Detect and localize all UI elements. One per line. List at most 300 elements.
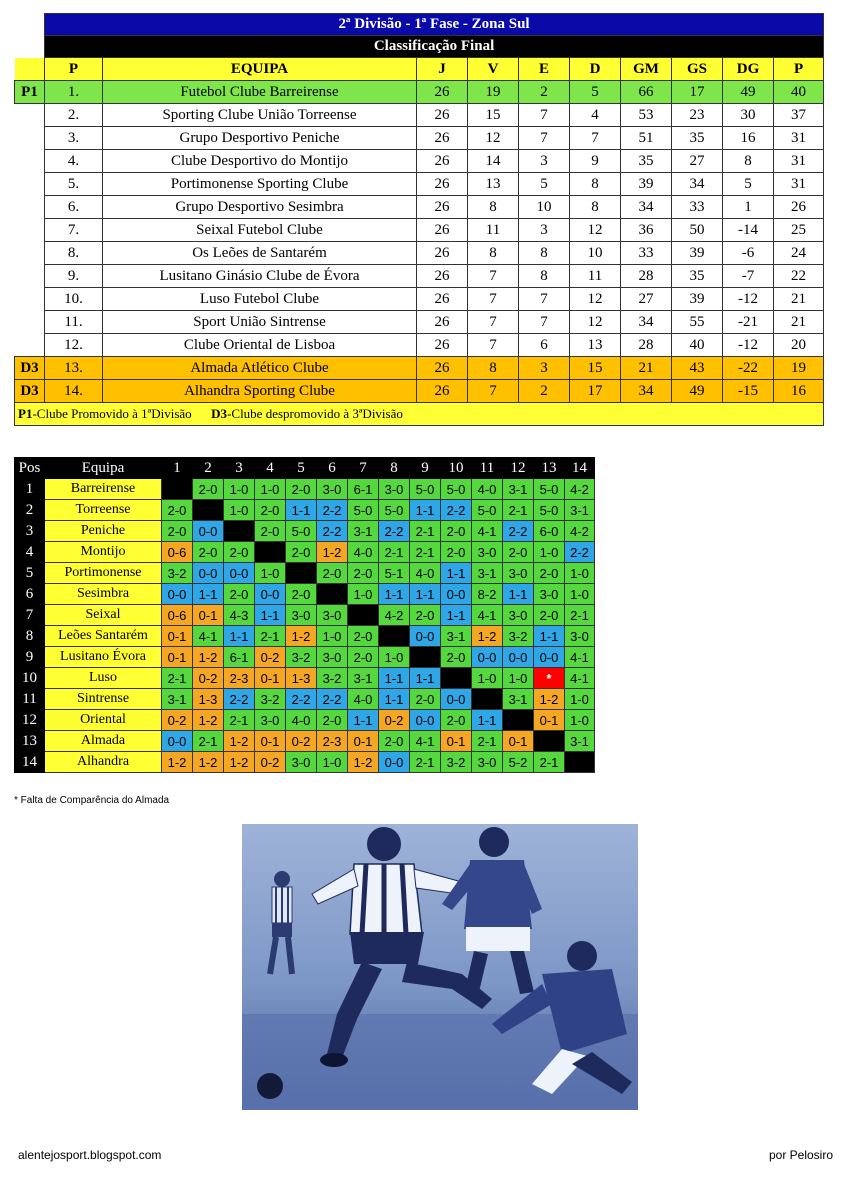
standings-row <box>15 380 824 403</box>
grid-result-cell: 0-0 <box>193 521 224 542</box>
grid-row <box>15 500 595 521</box>
grid-col-header: 13 <box>534 458 565 479</box>
grid-result-cell: 4-0 <box>410 563 441 584</box>
standings-cell-e: 7 <box>519 288 570 311</box>
grid-result-cell: 0-0 <box>193 563 224 584</box>
standings-cell-team: Alhandra Sporting Clube <box>103 380 417 403</box>
standings-cell-e: 3 <box>519 219 570 242</box>
grid-result-cell: 2-0 <box>224 584 255 605</box>
standings-cell-v: 8 <box>468 357 519 380</box>
grid-row-team: Peniche <box>45 521 162 542</box>
grid-result-cell: 4-1 <box>472 605 503 626</box>
legend-d3-text: -Clube despromovido à 3ªDivisão <box>227 406 403 421</box>
grid-result-cell: 1-1 <box>255 605 286 626</box>
grid-row-team: Torreense <box>45 500 162 521</box>
grid-self-cell <box>534 731 565 752</box>
grid-self-cell <box>193 500 224 521</box>
standings-col-p-header: P <box>774 58 824 81</box>
standings-row <box>15 334 824 357</box>
grid-col-header: 9 <box>410 458 441 479</box>
standings-col-dg-header: DG <box>723 58 774 81</box>
standings-cell-j: 26 <box>417 219 468 242</box>
grid-result-cell: 4-0 <box>348 689 379 710</box>
grid-result-cell: 1-1 <box>286 500 317 521</box>
grid-result-cell: 5-0 <box>348 500 379 521</box>
standings-cell-v: 7 <box>468 288 519 311</box>
grid-footnote: * Falta de Comparência do Almada <box>14 795 170 806</box>
grid-self-cell <box>286 563 317 584</box>
grid-row <box>15 563 595 584</box>
grid-result-cell: 2-0 <box>317 563 348 584</box>
standings-legend <box>15 403 824 426</box>
grid-result-cell: 2-0 <box>317 710 348 731</box>
grid-result-cell: 2-0 <box>503 542 534 563</box>
grid-result-cell: 0-0 <box>410 626 441 647</box>
standings-cell-gm: 28 <box>621 265 672 288</box>
grid-self-cell <box>348 605 379 626</box>
standings-cell-d: 11 <box>570 265 621 288</box>
grid-self-cell <box>410 647 441 668</box>
standings-cell-d: 5 <box>570 81 621 104</box>
grid-result-cell: 5-0 <box>410 479 441 500</box>
grid-result-cell: 2-0 <box>348 626 379 647</box>
grid-result-cell: 1-1 <box>379 668 410 689</box>
standings-col-gm-header: GM <box>621 58 672 81</box>
grid-result-cell: 3-2 <box>255 689 286 710</box>
standings-cell-e: 8 <box>519 265 570 288</box>
grid-self-cell <box>224 521 255 542</box>
grid-result-cell: 3-0 <box>379 479 410 500</box>
standings-cell-gm: 34 <box>621 196 672 219</box>
standings-cell-gm: 21 <box>621 357 672 380</box>
grid-header-row <box>15 458 595 479</box>
standings-cell-gs: 39 <box>672 242 723 265</box>
grid-result-cell: 0-2 <box>193 668 224 689</box>
standings-cell-gs: 35 <box>672 127 723 150</box>
grid-row-pos: 6 <box>15 584 45 605</box>
grid-result-cell: 6-0 <box>534 521 565 542</box>
grid-row <box>15 731 595 752</box>
grid-result-cell: 2-2 <box>224 689 255 710</box>
standings-cell-dg: -12 <box>723 334 774 357</box>
standings-cell-p: 25 <box>774 219 824 242</box>
standings-cell-gs: 34 <box>672 173 723 196</box>
standings-row <box>15 242 824 265</box>
standings-cell-e: 7 <box>519 311 570 334</box>
standings-cell-pos: 7. <box>45 219 103 242</box>
standings-row <box>15 311 824 334</box>
grid-result-cell: 1-1 <box>441 605 472 626</box>
standings-cell-team: Almada Atlético Clube <box>103 357 417 380</box>
grid-result-cell: 3-2 <box>503 626 534 647</box>
grid-result-cell: 0-0 <box>503 647 534 668</box>
standings-cell-p: 20 <box>774 334 824 357</box>
grid-header-pos: Pos <box>15 458 45 479</box>
standings-cell-d: 17 <box>570 380 621 403</box>
standings-cell-gm: 39 <box>621 173 672 196</box>
standings-cell-j: 26 <box>417 380 468 403</box>
grid-self-cell <box>441 668 472 689</box>
standings-cell-gm: 34 <box>621 380 672 403</box>
grid-result-cell: 1-2 <box>224 752 255 773</box>
grid-result-cell: 2-2 <box>565 542 595 563</box>
standings-row <box>15 104 824 127</box>
standings-cell-gm: 27 <box>621 288 672 311</box>
grid-result-cell: 3-0 <box>534 584 565 605</box>
grid-row-pos: 13 <box>15 731 45 752</box>
grid-result-cell: 2-0 <box>224 542 255 563</box>
grid-result-cell: 0-2 <box>255 647 286 668</box>
grid-result-cell: 3-1 <box>162 689 193 710</box>
standings-cell-pos: 1. <box>45 81 103 104</box>
standings-cell-j: 26 <box>417 334 468 357</box>
grid-self-cell <box>472 689 503 710</box>
grid-row-team: Sesimbra <box>45 584 162 605</box>
grid-header-team: Equipa <box>45 458 162 479</box>
grid-result-cell: 2-1 <box>193 731 224 752</box>
grid-result-cell: 3-1 <box>441 626 472 647</box>
grid-result-cell: 0-0 <box>410 710 441 731</box>
grid-result-cell: 0-0 <box>224 563 255 584</box>
standings-status-tag <box>15 334 45 357</box>
grid-result-cell: 2-0 <box>534 563 565 584</box>
grid-result-cell: 2-0 <box>286 584 317 605</box>
grid-self-cell <box>317 584 348 605</box>
grid-result-cell: 2-0 <box>162 500 193 521</box>
grid-result-cell: 6-1 <box>224 647 255 668</box>
standings-cell-v: 15 <box>468 104 519 127</box>
grid-result-cell: * <box>534 668 565 689</box>
standings-cell-v: 8 <box>468 242 519 265</box>
grid-result-cell: 2-2 <box>286 689 317 710</box>
grid-result-cell: 0-1 <box>441 731 472 752</box>
grid-result-cell: 0-1 <box>162 626 193 647</box>
standings-cell-p: 21 <box>774 288 824 311</box>
grid-col-header: 14 <box>565 458 595 479</box>
standings-cell-j: 26 <box>417 173 468 196</box>
grid-result-cell: 1-1 <box>441 563 472 584</box>
standings-status-tag <box>15 150 45 173</box>
grid-result-cell: 5-0 <box>441 479 472 500</box>
grid-result-cell: 1-0 <box>565 584 595 605</box>
grid-result-cell: 2-0 <box>441 542 472 563</box>
grid-result-cell: 3-0 <box>286 752 317 773</box>
grid-result-cell: 5-0 <box>286 521 317 542</box>
grid-row-team: Oriental <box>45 710 162 731</box>
grid-result-cell: 0-0 <box>534 647 565 668</box>
standings-cell-gm: 28 <box>621 334 672 357</box>
standings-cell-gm: 33 <box>621 242 672 265</box>
grid-result-cell: 2-0 <box>286 479 317 500</box>
grid-result-cell: 0-2 <box>162 710 193 731</box>
grid-result-cell: 1-3 <box>193 689 224 710</box>
grid-result-cell: 4-1 <box>565 668 595 689</box>
standings-cell-p: 24 <box>774 242 824 265</box>
standings-cell-p: 31 <box>774 127 824 150</box>
standings-cell-dg: 49 <box>723 81 774 104</box>
grid-col-header: 2 <box>193 458 224 479</box>
grid-row-team: Alhandra <box>45 752 162 773</box>
grid-result-cell: 2-1 <box>410 752 441 773</box>
grid-row <box>15 605 595 626</box>
grid-result-cell: 2-1 <box>410 542 441 563</box>
grid-row-pos: 5 <box>15 563 45 584</box>
grid-row <box>15 752 595 773</box>
standings-cell-team: Futebol Clube Barreirense <box>103 81 417 104</box>
grid-col-header: 4 <box>255 458 286 479</box>
standings-cell-team: Grupo Desportivo Sesimbra <box>103 196 417 219</box>
standings-col-v-header: V <box>468 58 519 81</box>
grid-result-cell: 5-2 <box>503 752 534 773</box>
standings-cell-v: 14 <box>468 150 519 173</box>
standings-cell-gs: 50 <box>672 219 723 242</box>
grid-result-cell: 2-0 <box>441 647 472 668</box>
grid-result-cell: 1-1 <box>224 626 255 647</box>
standings-cell-p: 31 <box>774 173 824 196</box>
standings-status-tag <box>15 127 45 150</box>
grid-row <box>15 584 595 605</box>
grid-result-cell: 2-0 <box>441 521 472 542</box>
grid-result-cell: 3-0 <box>472 542 503 563</box>
standings-cell-team: Portimonense Sporting Clube <box>103 173 417 196</box>
grid-row-team: Montijo <box>45 542 162 563</box>
grid-row-team: Leões Santarém <box>45 626 162 647</box>
grid-result-cell: 1-0 <box>255 479 286 500</box>
standings-cell-pos: 6. <box>45 196 103 219</box>
grid-self-cell <box>379 626 410 647</box>
standings-table <box>14 13 824 426</box>
standings-cell-gm: 66 <box>621 81 672 104</box>
grid-row-pos: 1 <box>15 479 45 500</box>
standings-cell-e: 3 <box>519 357 570 380</box>
standings-subtitle: Classificação Final <box>45 36 824 58</box>
grid-result-cell: 0-0 <box>441 584 472 605</box>
grid-row-pos: 9 <box>15 647 45 668</box>
standings-cell-e: 7 <box>519 127 570 150</box>
grid-result-cell: 1-2 <box>193 752 224 773</box>
grid-row-pos: 11 <box>15 689 45 710</box>
standings-cell-j: 26 <box>417 81 468 104</box>
grid-result-cell: 2-0 <box>255 500 286 521</box>
grid-row-pos: 7 <box>15 605 45 626</box>
grid-result-cell: 2-1 <box>224 710 255 731</box>
standings-status-tag <box>15 311 45 334</box>
standings-cell-pos: 8. <box>45 242 103 265</box>
standings-cell-d: 8 <box>570 196 621 219</box>
standings-cell-d: 7 <box>570 127 621 150</box>
grid-result-cell: 3-1 <box>348 521 379 542</box>
grid-row-team: Sintrense <box>45 689 162 710</box>
grid-result-cell: 5-0 <box>472 500 503 521</box>
grid-result-cell: 2-1 <box>379 542 410 563</box>
grid-row-pos: 4 <box>15 542 45 563</box>
standings-cell-gs: 17 <box>672 81 723 104</box>
grid-result-cell: 3-0 <box>255 710 286 731</box>
grid-result-cell: 3-0 <box>317 479 348 500</box>
standings-cell-dg: 30 <box>723 104 774 127</box>
grid-result-cell: 0-6 <box>162 605 193 626</box>
standings-row <box>15 173 824 196</box>
grid-result-cell: 0-1 <box>255 668 286 689</box>
grid-result-cell: 2-0 <box>534 605 565 626</box>
grid-result-cell: 1-0 <box>224 479 255 500</box>
grid-result-cell: 2-0 <box>255 521 286 542</box>
grid-row <box>15 626 595 647</box>
grid-result-cell: 1-2 <box>193 647 224 668</box>
grid-self-cell <box>255 542 286 563</box>
grid-col-header: 11 <box>472 458 503 479</box>
grid-row <box>15 521 595 542</box>
standings-cell-v: 7 <box>468 380 519 403</box>
standings-cell-dg: -22 <box>723 357 774 380</box>
grid-result-cell: 0-1 <box>193 605 224 626</box>
grid-col-header: 5 <box>286 458 317 479</box>
standings-cell-d: 9 <box>570 150 621 173</box>
grid-result-cell: 0-2 <box>379 710 410 731</box>
standings-status-tag <box>15 219 45 242</box>
grid-result-cell: 1-2 <box>534 689 565 710</box>
standings-cell-e: 10 <box>519 196 570 219</box>
grid-result-cell: 5-0 <box>534 479 565 500</box>
grid-result-cell: 2-3 <box>317 731 348 752</box>
grid-result-cell: 2-1 <box>410 521 441 542</box>
match-photo <box>242 824 638 1110</box>
grid-result-cell: 2-0 <box>348 647 379 668</box>
standings-cell-v: 7 <box>468 334 519 357</box>
standings-cell-v: 7 <box>468 265 519 288</box>
standings-cell-pos: 2. <box>45 104 103 127</box>
grid-result-cell: 0-6 <box>162 542 193 563</box>
grid-result-cell: 1-0 <box>565 563 595 584</box>
grid-result-cell: 3-0 <box>565 626 595 647</box>
standings-cell-gs: 33 <box>672 196 723 219</box>
grid-col-header: 6 <box>317 458 348 479</box>
standings-cell-gs: 27 <box>672 150 723 173</box>
grid-result-cell: 2-0 <box>193 479 224 500</box>
standings-status-tag <box>15 104 45 127</box>
standings-cell-e: 2 <box>519 81 570 104</box>
standings-cell-j: 26 <box>417 196 468 219</box>
grid-result-cell: 2-0 <box>193 542 224 563</box>
grid-result-cell: 2-1 <box>162 668 193 689</box>
grid-self-cell <box>162 479 193 500</box>
standings-col-e-header: E <box>519 58 570 81</box>
standings-row <box>15 196 824 219</box>
standings-row <box>15 288 824 311</box>
grid-result-cell: 4-1 <box>193 626 224 647</box>
standings-cell-d: 12 <box>570 219 621 242</box>
standings-cell-pos: 13. <box>45 357 103 380</box>
standings-status-tag: D3 <box>15 357 45 380</box>
grid-result-cell: 2-2 <box>317 689 348 710</box>
standings-cell-j: 26 <box>417 311 468 334</box>
grid-self-cell <box>503 710 534 731</box>
grid-result-cell: 2-1 <box>565 605 595 626</box>
standings-cell-dg: -12 <box>723 288 774 311</box>
standings-cell-dg: 1 <box>723 196 774 219</box>
grid-result-cell: 4-1 <box>565 647 595 668</box>
grid-result-cell: 4-1 <box>410 731 441 752</box>
grid-result-cell: 0-1 <box>255 731 286 752</box>
grid-result-cell: 4-2 <box>565 521 595 542</box>
grid-row-team: Barreirense <box>45 479 162 500</box>
standings-cell-e: 5 <box>519 173 570 196</box>
standings-cell-dg: -7 <box>723 265 774 288</box>
grid-result-cell: 2-2 <box>317 521 348 542</box>
grid-result-cell: 3-0 <box>317 647 348 668</box>
standings-status-tag <box>15 242 45 265</box>
standings-cell-p: 40 <box>774 81 824 104</box>
standings-title: 2ª Divisão - 1ª Fase - Zona Sul <box>45 14 824 36</box>
grid-result-cell: 3-0 <box>503 563 534 584</box>
standings-status-tag: P1 <box>15 81 45 104</box>
standings-status-tag <box>15 288 45 311</box>
standings-cell-e: 6 <box>519 334 570 357</box>
grid-result-cell: 4-2 <box>565 479 595 500</box>
standings-cell-dg: -21 <box>723 311 774 334</box>
standings-cell-gs: 39 <box>672 288 723 311</box>
grid-result-cell: 1-1 <box>410 668 441 689</box>
standings-cell-gs: 40 <box>672 334 723 357</box>
grid-result-cell: 0-2 <box>286 731 317 752</box>
grid-result-cell: 3-1 <box>565 500 595 521</box>
grid-row-pos: 8 <box>15 626 45 647</box>
grid-result-cell: 3-1 <box>472 563 503 584</box>
standings-row <box>15 127 824 150</box>
standings-cell-dg: -6 <box>723 242 774 265</box>
standings-cell-p: 16 <box>774 380 824 403</box>
standings-cell-team: Os Leões de Santarém <box>103 242 417 265</box>
grid-result-cell: 1-0 <box>255 563 286 584</box>
grid-result-cell: 1-2 <box>162 752 193 773</box>
standings-cell-pos: 3. <box>45 127 103 150</box>
grid-result-cell: 2-2 <box>379 521 410 542</box>
standings-cell-v: 12 <box>468 127 519 150</box>
grid-result-cell: 3-1 <box>503 689 534 710</box>
grid-result-cell: 1-2 <box>193 710 224 731</box>
grid-result-cell: 2-0 <box>410 605 441 626</box>
standings-cell-team: Clube Oriental de Lisboa <box>103 334 417 357</box>
standings-status-tag: D3 <box>15 380 45 403</box>
grid-result-cell: 1-1 <box>193 584 224 605</box>
grid-row <box>15 689 595 710</box>
standings-cell-d: 15 <box>570 357 621 380</box>
standings-cell-gs: 55 <box>672 311 723 334</box>
grid-col-header: 1 <box>162 458 193 479</box>
grid-result-cell: 1-1 <box>472 710 503 731</box>
standings-cell-pos: 10. <box>45 288 103 311</box>
standings-cell-e: 3 <box>519 150 570 173</box>
standings-cell-team: Sporting Clube União Torreense <box>103 104 417 127</box>
standings-cell-gm: 53 <box>621 104 672 127</box>
grid-result-cell: 4-0 <box>472 479 503 500</box>
grid-result-cell: 2-1 <box>534 752 565 773</box>
grid-result-cell: 2-0 <box>410 689 441 710</box>
grid-row-pos: 14 <box>15 752 45 773</box>
grid-row-team: Seixal <box>45 605 162 626</box>
grid-result-cell: 0-0 <box>472 647 503 668</box>
standings-cell-gm: 51 <box>621 127 672 150</box>
grid-result-cell: 1-2 <box>224 731 255 752</box>
grid-result-cell: 5-0 <box>534 500 565 521</box>
grid-result-cell: 3-2 <box>286 647 317 668</box>
standings-cell-p: 22 <box>774 265 824 288</box>
grid-result-cell: 4-1 <box>472 521 503 542</box>
grid-result-cell: 3-0 <box>317 605 348 626</box>
standings-cell-team: Seixal Futebol Clube <box>103 219 417 242</box>
standings-row <box>15 357 824 380</box>
standings-cell-v: 8 <box>468 196 519 219</box>
